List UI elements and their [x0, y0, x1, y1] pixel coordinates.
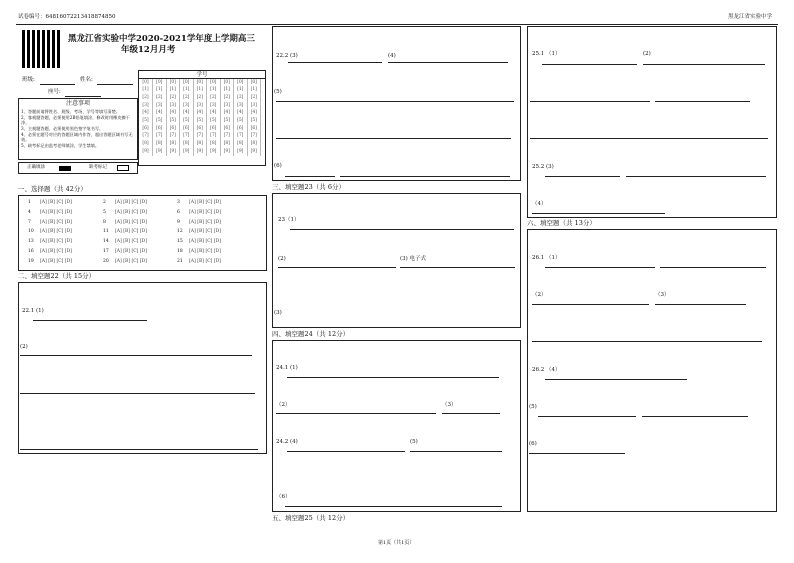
mc-number: 7 [28, 219, 31, 225]
mc-number: 13 [28, 239, 34, 245]
notice-line: 2、客观题答题，必须使用2B铅笔填涂，修改时用橡皮擦干净。 [21, 114, 130, 126]
section-3-title: 三、填空题23（共 6分） [272, 183, 345, 191]
q25-1-label: 25.1 （1） [532, 51, 561, 57]
mc-question[interactable] [28, 220, 72, 225]
id-bubble[interactable]: [1] [180, 87, 194, 95]
q24-3-label: （3） [442, 402, 457, 408]
exam-title [68, 34, 268, 57]
q26-5-label: (5) [529, 404, 537, 410]
id-bubble[interactable]: [6] [247, 125, 261, 133]
id-bubble[interactable]: [0] [139, 79, 153, 87]
id-bubble[interactable]: [5] [139, 117, 153, 125]
section-2-title: 二、填空题22（共 15分） [18, 272, 96, 280]
id-bubble[interactable]: [1] [247, 87, 261, 95]
id-bubble[interactable]: [2] [180, 94, 194, 102]
id-bubble[interactable]: [4] [207, 110, 221, 118]
mc-number: 19 [28, 258, 34, 264]
mc-question[interactable] [103, 249, 147, 254]
q22-2-line3[interactable] [20, 449, 258, 450]
id-bubble[interactable]: [7] [153, 133, 167, 141]
id-bubble[interactable]: [1] [153, 87, 167, 95]
q22-6-label: (6) [274, 163, 282, 169]
id-bubble[interactable]: [8] [193, 141, 207, 149]
mc-question[interactable] [28, 210, 72, 215]
q26-3-label: （3） [655, 292, 670, 298]
mc-question[interactable] [177, 239, 221, 244]
id-bubble[interactable]: [8] [153, 141, 167, 149]
q22-6-line1[interactable] [285, 176, 335, 177]
mc-question[interactable] [177, 200, 221, 205]
id-bubble[interactable]: [9] [180, 148, 194, 156]
mc-number: 4 [28, 209, 31, 215]
id-bubble[interactable]: [6] [139, 125, 153, 133]
id-bubble[interactable]: [9] [166, 148, 180, 156]
q25-1-line[interactable] [542, 64, 637, 65]
mc-options[interactable]: [A] [B] [C] [D] [189, 239, 221, 245]
q23-box [272, 193, 521, 328]
mc-question[interactable] [28, 239, 72, 244]
mc-number: 15 [177, 239, 183, 245]
id-bubble[interactable]: [1] [207, 87, 221, 95]
id-bubble[interactable]: [2] [234, 94, 248, 102]
mc-question[interactable] [103, 239, 147, 244]
q26-3-line2[interactable] [532, 341, 762, 342]
q25-2-label: (2) [643, 51, 651, 57]
q25-box [527, 26, 777, 218]
id-bubble[interactable]: [0] [207, 79, 221, 87]
id-bubble[interactable]: [2] [247, 94, 261, 102]
q24-1-label: 24.1 (1) [276, 365, 298, 371]
q22-3-label: 22.2 (3) [276, 53, 298, 59]
q26-1-line2[interactable] [660, 267, 766, 268]
q25-2-line3[interactable] [655, 101, 750, 102]
q25-3-line2[interactable] [626, 176, 766, 177]
q25-3-line1[interactable] [545, 176, 620, 177]
id-bubble[interactable]: [1] [193, 87, 207, 95]
mc-number: 1 [28, 200, 31, 205]
id-bubble[interactable]: [8] [139, 141, 153, 149]
q24-2-label: （2） [276, 402, 291, 408]
q25-2-line1[interactable] [643, 64, 765, 65]
q22-cont-box [272, 26, 521, 181]
id-bubble[interactable]: [4] [166, 110, 180, 118]
id-bubble[interactable]: [9] [234, 148, 248, 156]
school-name-header: 黑龙江省实验中学 [728, 14, 773, 20]
id-bubble[interactable]: [9] [153, 148, 167, 156]
id-bubble[interactable]: [3] [193, 102, 207, 110]
exam-number: 试卷编号：64816072213418874850 [18, 14, 116, 20]
q26-6-label: (6) [529, 441, 537, 447]
id-bubble[interactable]: [7] [166, 133, 180, 141]
id-bubble[interactable]: [1] [234, 87, 248, 95]
id-bubble[interactable]: [9] [193, 148, 207, 156]
mc-question[interactable] [28, 249, 72, 254]
mc-question[interactable] [177, 249, 221, 254]
mc-question[interactable] [103, 210, 147, 215]
mc-question[interactable] [177, 220, 221, 225]
id-bubble[interactable]: [1] [166, 87, 180, 95]
q22-2-label: (2) [20, 344, 28, 350]
mc-question[interactable] [103, 200, 147, 205]
mc-number: 14 [103, 239, 109, 245]
q24-5-label: (5) [410, 439, 418, 445]
q23-2-label: (2) [278, 256, 286, 262]
id-bubble[interactable]: [0] [220, 79, 234, 87]
id-bubble[interactable]: [4] [139, 110, 153, 118]
mc-options[interactable]: [A] [B] [C] [D] [40, 249, 72, 254]
mc-number: 11 [103, 229, 109, 235]
mc-question[interactable] [177, 210, 221, 215]
q25-4-line[interactable] [532, 213, 665, 214]
id-bubble[interactable]: [5] [153, 117, 167, 125]
q26-3-line1[interactable] [655, 304, 746, 305]
id-bubble[interactable]: [5] [207, 117, 221, 125]
id-bubble[interactable]: [0] [153, 79, 167, 87]
id-bubble[interactable]: [5] [180, 117, 194, 125]
class-label: 班级: [22, 77, 35, 83]
id-bubble[interactable]: [6] [220, 125, 234, 133]
q25-4-label: （4） [532, 201, 547, 207]
class-field[interactable] [40, 84, 75, 85]
mc-options[interactable]: [A] [B] [C] [D] [189, 200, 221, 205]
mc-options[interactable]: [A] [B] [C] [D] [40, 239, 72, 245]
mc-options[interactable]: [A] [B] [C] [D] [115, 209, 147, 215]
exam-title-line2: 年级12月月考 [121, 45, 176, 56]
id-bubble[interactable]: [2] [220, 94, 234, 102]
mc-number: 8 [103, 219, 106, 225]
q22-6-line2[interactable] [340, 176, 510, 177]
q22-5-line1[interactable] [276, 101, 514, 102]
id-bubble[interactable]: [8] [234, 141, 248, 149]
mc-number: 17 [103, 249, 109, 254]
mc-number: 9 [177, 219, 180, 225]
id-bubble[interactable]: [3] [220, 102, 234, 110]
student-id-label: 学号 [139, 71, 265, 79]
mc-number: 12 [177, 229, 183, 235]
id-bubble[interactable]: [5] [166, 117, 180, 125]
mc-number: 10 [28, 229, 34, 235]
seat-field[interactable] [65, 96, 101, 97]
id-bubble[interactable]: [3] [180, 102, 194, 110]
id-bubble[interactable]: [6] [234, 125, 248, 133]
header-rule [16, 24, 778, 25]
mc-number: 16 [28, 249, 34, 254]
id-bubble[interactable]: [8] [247, 141, 261, 149]
id-bubble[interactable]: [4] [180, 110, 194, 118]
q24-6-line[interactable] [285, 506, 502, 507]
mc-number: 18 [177, 249, 183, 254]
id-bubble[interactable]: [8] [166, 141, 180, 149]
id-bubble[interactable]: [2] [139, 94, 153, 102]
mc-number: 2 [103, 200, 106, 205]
id-bubble[interactable]: [9] [139, 148, 153, 156]
mc-options[interactable]: [A] [B] [C] [D] [189, 209, 221, 215]
id-bubble[interactable]: [5] [220, 117, 234, 125]
q26-1-line1[interactable] [545, 267, 655, 268]
name-field[interactable] [97, 84, 133, 85]
q22-1-label: 22.1 (1) [22, 308, 44, 314]
absent-mark[interactable] [117, 165, 129, 171]
q23-1-label: 23（1） [278, 217, 300, 223]
q22-5-line2[interactable] [276, 138, 511, 139]
id-bubble[interactable]: [4] [153, 110, 167, 118]
q22-4-label: (4) [388, 53, 396, 59]
id-bubble[interactable]: [6] [153, 125, 167, 133]
page-number: 第1页（共1页） [378, 540, 415, 546]
id-bubble[interactable]: [3] [234, 102, 248, 110]
id-bubble[interactable]: [8] [180, 141, 194, 149]
id-bubble[interactable]: [2] [207, 94, 221, 102]
q26-4-label: 26.2 （4） [532, 367, 561, 373]
id-bubble[interactable]: [4] [220, 110, 234, 118]
id-bubble[interactable]: [1] [139, 87, 153, 95]
q23-2-line[interactable] [278, 267, 396, 268]
q25-2-line2[interactable] [530, 101, 650, 102]
mc-number: 3 [177, 200, 180, 205]
q24-4-label: 24.2 (4) [276, 439, 298, 445]
id-bubble[interactable]: [7] [220, 133, 234, 141]
id-bubble[interactable]: [2] [166, 94, 180, 102]
notice-line: 1、答题前请将姓名、班级、考场、学号等填写清楚。 [21, 109, 120, 114]
id-bubble[interactable]: [6] [166, 125, 180, 133]
q22-5-label: (5) [274, 89, 282, 95]
id-bubble[interactable]: [4] [193, 110, 207, 118]
id-bubble[interactable]: [7] [234, 133, 248, 141]
mc-options[interactable]: [A] [B] [C] [D] [189, 219, 221, 225]
q25-3-label: 25.2 (3) [532, 164, 554, 170]
q24-1-line[interactable] [287, 377, 499, 378]
mc-options[interactable]: [A] [B] [C] [D] [40, 200, 72, 205]
fill-example [18, 162, 138, 174]
mc-question[interactable] [28, 200, 72, 205]
mc-options[interactable]: [A] [B] [C] [D] [40, 219, 72, 225]
id-bubble[interactable]: [8] [207, 141, 221, 149]
notice-box [18, 98, 138, 160]
mc-question[interactable] [177, 259, 221, 264]
id-bubble[interactable]: [6] [207, 125, 221, 133]
id-bubble[interactable]: [2] [153, 94, 167, 102]
id-bubble[interactable]: [0] [166, 79, 180, 87]
notice-lines [21, 109, 135, 149]
q24-box [272, 340, 521, 512]
q26-5-line2[interactable] [642, 416, 748, 417]
mc-question[interactable] [28, 259, 72, 264]
student-id-bubbles[interactable] [139, 79, 261, 156]
q22-2-line1[interactable] [20, 355, 252, 356]
mc-options[interactable]: [A] [B] [C] [D] [40, 229, 72, 235]
notice-title: 注意事项 [65, 100, 90, 107]
id-bubble[interactable]: [5] [234, 117, 248, 125]
q26-2-line[interactable] [532, 304, 649, 305]
id-bubble[interactable]: [0] [234, 79, 248, 87]
id-bubble[interactable]: [3] [247, 102, 261, 110]
q22-box [18, 282, 267, 454]
id-bubble[interactable]: [2] [193, 94, 207, 102]
q22-4-line[interactable] [388, 62, 508, 63]
qr-code [22, 30, 60, 68]
id-bubble[interactable]: [6] [180, 125, 194, 133]
q26-box [527, 229, 777, 512]
id-bubble[interactable]: [3] [207, 102, 221, 110]
q26-1-label: 26.1 （1） [532, 255, 561, 261]
q26-6-line[interactable] [529, 453, 625, 454]
id-bubble[interactable]: [7] [207, 133, 221, 141]
q26-2-label: （2） [532, 292, 547, 298]
name-label: 姓名: [80, 77, 93, 83]
q23-1-line[interactable] [290, 229, 514, 230]
absent-label: 缺考标记 [89, 165, 107, 170]
q22-3-line[interactable] [288, 62, 382, 63]
mc-options[interactable]: [A] [B] [C] [D] [189, 229, 221, 235]
mc-options[interactable]: [A] [B] [C] [D] [115, 200, 147, 205]
correct-fill-label: 正确填涂 [27, 165, 45, 170]
id-bubble[interactable]: [3] [139, 102, 153, 110]
q24-2-line[interactable] [276, 413, 436, 414]
id-bubble[interactable]: [7] [139, 133, 153, 141]
q25-2-line4[interactable] [530, 138, 768, 139]
q24-3-line[interactable] [442, 413, 500, 414]
q23-3-label: (3) 电子式 [400, 256, 427, 262]
id-bubble[interactable]: [6] [193, 125, 207, 133]
notice-line: 4、必须在题号对应的答题区域内作答，超出答题区域书写无效。 [21, 131, 133, 143]
mc-options[interactable]: [A] [B] [C] [D] [115, 219, 147, 225]
id-bubble[interactable]: [0] [193, 79, 207, 87]
id-bubble[interactable]: [9] [207, 148, 221, 156]
q23-3-line[interactable] [400, 267, 515, 268]
mc-question[interactable] [103, 220, 147, 225]
mc-question[interactable] [177, 229, 221, 234]
id-bubble[interactable]: [9] [220, 148, 234, 156]
notice-line: 3、主观题答题，必须使用黑色签字笔书写。 [21, 126, 104, 132]
id-bubble[interactable]: [7] [180, 133, 194, 141]
id-bubble[interactable]: [7] [247, 133, 261, 141]
q24-5-line[interactable] [410, 451, 502, 452]
mc-question[interactable] [103, 229, 147, 234]
mc-options[interactable]: [A] [B] [C] [D] [189, 258, 221, 264]
mc-options[interactable]: [A] [B] [C] [D] [40, 258, 72, 264]
id-bubble[interactable]: [5] [193, 117, 207, 125]
id-bubble[interactable]: [5] [247, 117, 261, 125]
mc-options[interactable]: [A] [B] [C] [D] [189, 249, 221, 254]
q24-4-line[interactable] [287, 451, 405, 452]
mc-question[interactable] [103, 259, 147, 264]
correct-fill-mark [59, 166, 71, 171]
mc-number: 21 [177, 258, 183, 264]
id-bubble[interactable]: [8] [220, 141, 234, 149]
mc-options[interactable]: [A] [B] [C] [D] [40, 209, 72, 215]
q22-2-line2[interactable] [20, 393, 255, 394]
id-bubble[interactable]: [0] [247, 79, 261, 87]
id-bubble[interactable]: [3] [166, 102, 180, 110]
section-1-title: 一、选择题（共 42分） [18, 185, 87, 193]
q22-1-line[interactable] [33, 320, 147, 321]
q23-3b-label: (3) [274, 310, 282, 316]
mc-options[interactable]: [A] [B] [C] [D] [115, 229, 147, 235]
id-bubble[interactable]: [1] [220, 87, 234, 95]
student-id-grid [138, 70, 266, 166]
seat-label: 座号: [48, 89, 61, 95]
section-4-title: 四、填空题24（共 12分） [272, 330, 350, 338]
mc-options[interactable]: [A] [B] [C] [D] [115, 249, 147, 254]
q24-6-label: （6） [276, 494, 291, 500]
id-bubble[interactable]: [4] [247, 110, 261, 118]
id-bubble[interactable]: [9] [247, 148, 261, 156]
mc-number: 5 [103, 209, 106, 215]
section-6-title: 六、填空题（共 13分） [527, 219, 596, 227]
q26-5-line1[interactable] [538, 416, 636, 417]
section-5-title: 五、填空题25（共 12分） [272, 514, 350, 522]
mc-options[interactable]: [A] [B] [C] [D] [115, 258, 147, 264]
exam-title-line1: 黑龙江省实验中学2020-2021学年度上学期高三 [68, 34, 255, 44]
id-bubble[interactable]: [4] [234, 110, 248, 118]
id-bubble[interactable]: [0] [180, 79, 194, 87]
id-bubble[interactable]: [7] [193, 133, 207, 141]
mc-number: 6 [177, 209, 180, 215]
q26-4-line[interactable] [545, 379, 687, 380]
id-bubble[interactable]: [3] [153, 102, 167, 110]
mc-options[interactable]: [A] [B] [C] [D] [115, 239, 147, 245]
mc-number: 20 [103, 258, 109, 264]
notice-line: 5、缺考标记由监考老师填涂，学生禁填。 [21, 143, 100, 149]
mc-question[interactable] [28, 229, 72, 234]
